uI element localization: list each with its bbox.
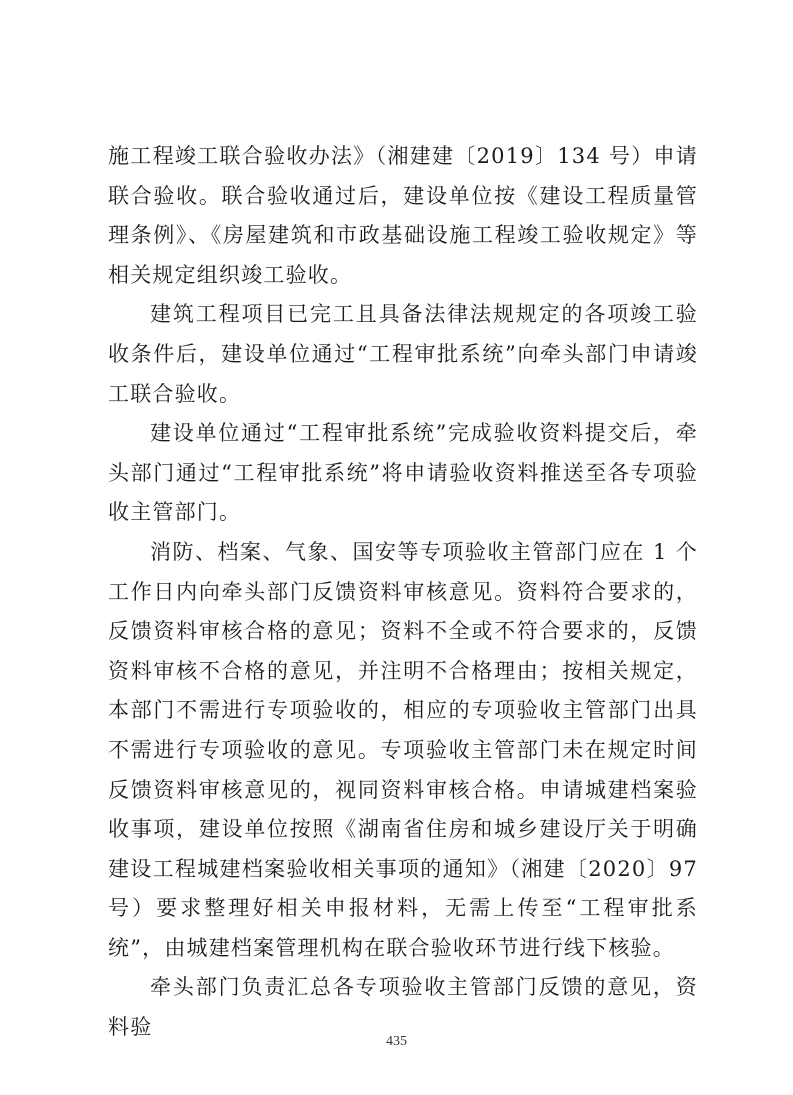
page-number: 435 <box>386 1034 407 1049</box>
document-body <box>108 137 698 1048</box>
paragraph-completion-conditions: 建筑工程项目已完工且具备法律法规规定的各项竣工验收条件后，建设单位通过“工程审批系统”向牵头部门申请竣工联合验收。 <box>108 302 698 406</box>
paragraph-lead-department: 牵头部门负责汇总各专项验收主管部门反馈的意见，资料验 <box>108 975 698 1040</box>
paragraph-special-acceptance-review: 消防、档案、气象、国安等专项验收主管部门应在 1 个工作日内向牵头部门反馈资料审核意见。资料符合要求的，反馈资料审核合格的意见；资料不全或不符合要求的，反馈资料审核不合格的意见，并注明不合格理由；按相关规定，本部门不需进行专项验收的，相应的专项验收主管部门出具不需进行专项验收的意见。专项验收主管部门未在规定时间反馈资料审核意见的，视同资料审核合格。申请城建档案验收事项，建设单位按照《湖南省住房和城乡建设厅关于明确建设工程城建档案验收相关事项的通知》（湘建〔2020〕97 号）要求整理好相关申报材料，无需上传至“工程审批系统”，由城建档案管理机构在联合验收环节进行线下核验。 <box>108 539 698 960</box>
paragraph-continuation: 施工程竣工联合验收办法》（湘建建〔2019〕134 号）申请联合验收。联合验收通过后，建设单位按《建设工程质量管理条例》、《房屋建筑和市政基础设施工程竣工验收规定》等相关规定组织竣工验收。 <box>108 144 698 287</box>
paragraph-material-submission: 建设单位通过“工程审批系统”完成验收资料提交后，牵头部门通过“工程审批系统”将申请验收资料推送至各专项验收主管部门。 <box>108 421 698 525</box>
